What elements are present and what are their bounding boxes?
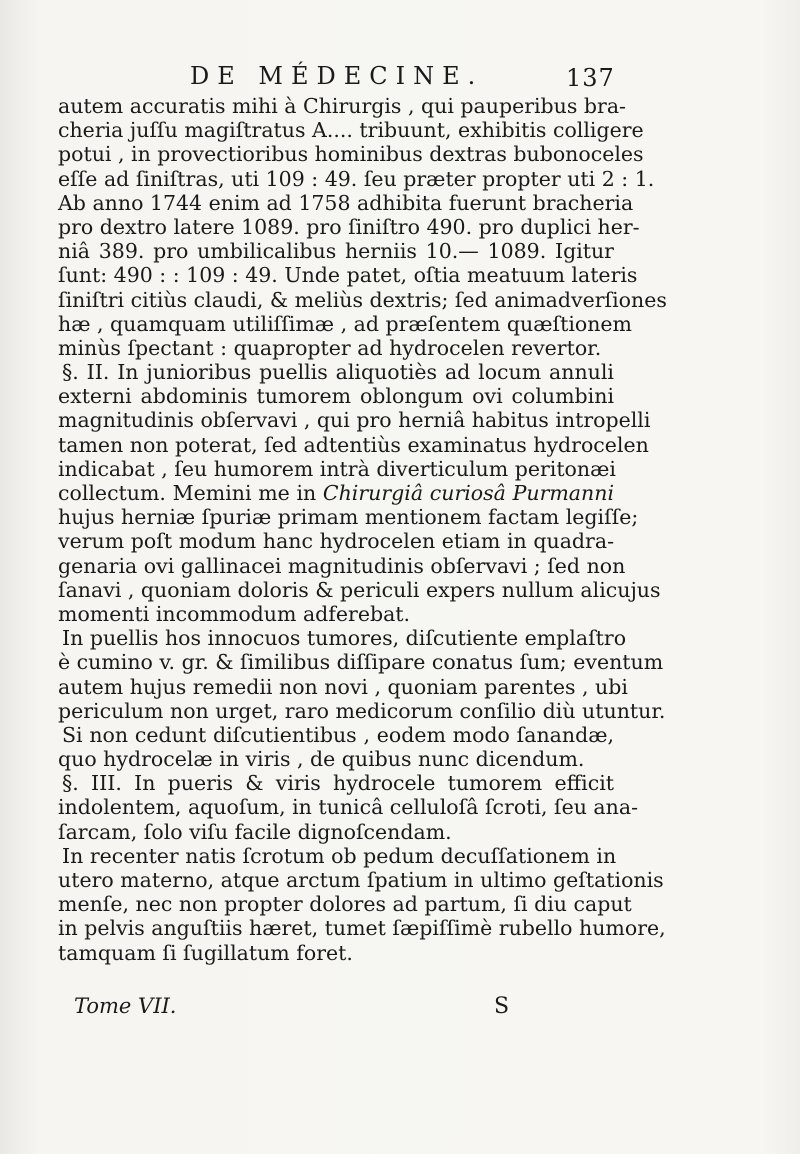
text-line: magnitudinis obſervavi , qui pro herniâ habitus intropelli (58, 408, 651, 433)
text-line: genaria ovi gallinacei magnitudinis obſervavi ; ſed non (58, 553, 626, 578)
text-line: ſunt: 490 : : 109 : 49. Unde patet, oſtia meatuum lateris (58, 263, 638, 288)
text-line: In puellis hos innocuos tumores, diſcutiente emplaſtro (62, 626, 627, 651)
section-heading-line: §. III. In pueris & viris hydrocele tumorem efficit (62, 771, 614, 796)
text-line: tamen non poterat, ſed adtentiùs examinatus hydrocelen (58, 432, 649, 457)
text-line: menſe, nec non propter dolores ad partum, ſi diu caput (58, 892, 632, 917)
text-line: utero materno, atque arctum ſpatium in ultimo geſtationis (58, 868, 664, 892)
signature-mark: S (494, 994, 510, 1019)
text-line: indicabat , ſeu humorem intrà diverticulum peritonæi (58, 456, 616, 481)
text-line: è cumino v. gr. & ſimilibus diſſipare conatus ſum; eventum (58, 650, 664, 675)
text-line: hujus herniæ ſpuriæ primam mentionem factam legiſſe; (58, 505, 639, 530)
text-line: ſanavi , quoniam doloris & periculi expers nullum alicujus (58, 577, 661, 602)
volume-label: Tome VII. (74, 994, 177, 1018)
text-line: in pelvis anguſtiis hæret, tumet ſæpiſſimè rubello humore, (58, 916, 666, 941)
text-line: pro dextro latere 1089. pro ſiniſtro 490. pro duplici her- (58, 214, 640, 239)
running-head (0, 62, 800, 98)
italic-citation: Chirurgiâ curiosâ Purmanni (322, 481, 614, 505)
section-heading-line: §. II. In junioribus puellis aliquotiès ad locum annuli (62, 360, 614, 385)
text-line: autem hujus remedii non novi , quoniam parentes , ubi (58, 674, 628, 699)
text-line: eſſe ad ſiniſtras, uti 109 : 49. ſeu præter propter uti 2 : 1. (58, 166, 655, 191)
page-footer (0, 994, 800, 1024)
text-line: autem accuratis mihi à Chirurgis , qui pauperibus bra- (58, 94, 626, 118)
text-line: tamquam ſi ſugillatum foret. (58, 940, 353, 965)
text-line: Si non cedunt diſcutientibus , eodem modo ſanandæ, (62, 722, 614, 747)
text-line: cheria juſſu magiſtratus A.... tribuunt, exhibitis colligere (58, 118, 644, 143)
page-number: 137 (566, 64, 615, 92)
text-line: niâ 389. pro umbilicalibus herniis 10.— 1089. Igitur (58, 239, 614, 264)
body-text (58, 94, 667, 965)
text-line-with-italic (58, 481, 614, 505)
text-line: periculum non urget, raro medicorum conſilio diù utuntur. (58, 698, 666, 723)
text-line: ſiniſtri citiùs claudi, & meliùs dextris; ſed animadverſiones (58, 287, 667, 312)
text-line: hæ , quamquam utiliſſimæ , ad præſentem quæſtionem (58, 311, 632, 336)
text-line: momenti incommodum adferebat. (58, 601, 411, 626)
running-title: DE MÉDECINE. (190, 62, 484, 90)
text-segment: collectum. Memini me in (58, 481, 323, 505)
text-line: verum poſt modum hanc hydrocelen etiam in quadra- (58, 529, 614, 554)
text-line: externi abdominis tumorem oblongum ovi columbini (58, 384, 614, 409)
text-line: Ab anno 1744 enim ad 1758 adhibita fuerunt bracheria (58, 190, 634, 215)
text-line: ſarcam, ſolo viſu facile dignoſcendam. (58, 819, 452, 844)
text-line: quo hydrocelæ in viris , de quibus nunc dicendum. (58, 747, 585, 772)
text-line: indolentem, aquoſum, in tunicâ celluloſâ ſcroti, ſeu ana- (58, 795, 639, 820)
text-line: potui , in provectioribus hominibus dextras bubonoceles (58, 142, 644, 167)
text-line: In recenter natis ſcrotum ob pedum decuſſationem in (62, 843, 617, 868)
text-line: minùs ſpectant : quapropter ad hydrocelen revertor. (58, 335, 602, 360)
